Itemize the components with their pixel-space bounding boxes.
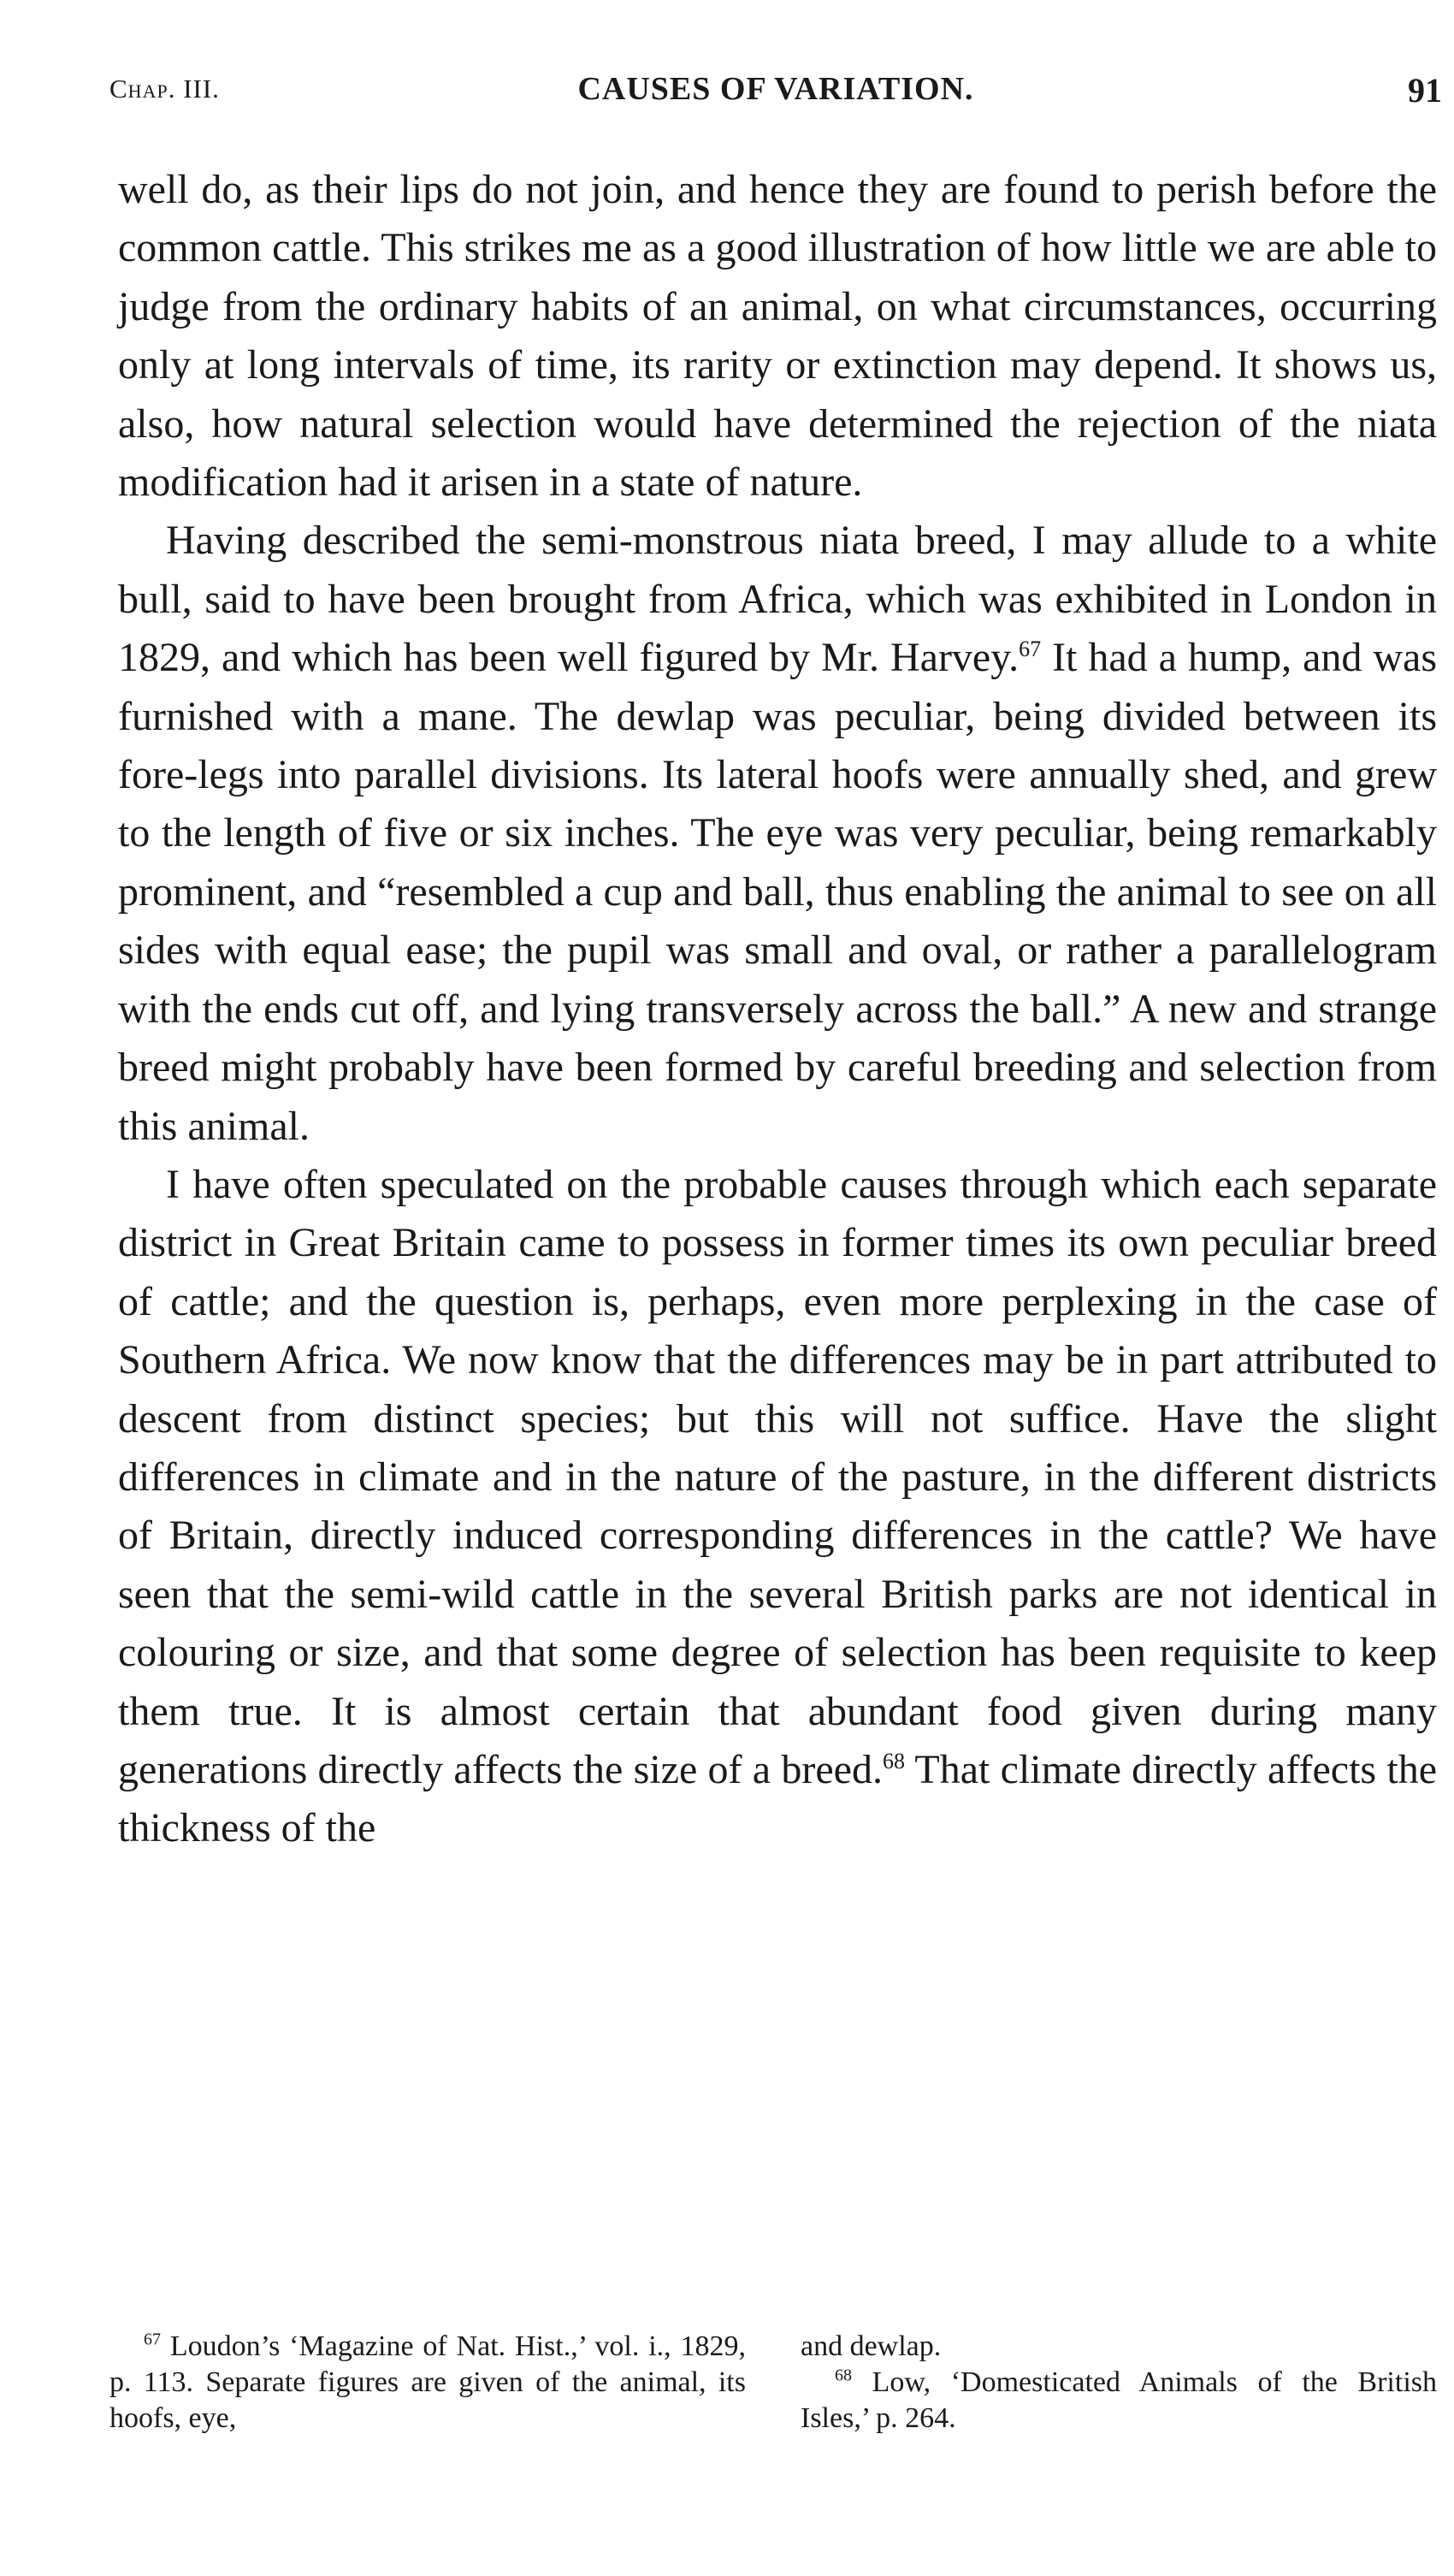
footnote-column-left (109, 2329, 746, 2437)
footnote-67 (109, 2329, 746, 2437)
paragraph-continued (118, 161, 1437, 512)
running-title: CAUSES OF VARIATION. (577, 71, 974, 107)
footnote-column-right (801, 2329, 1437, 2437)
paragraph-white-bull (118, 512, 1437, 1155)
footnote-ref-67: 67 (1019, 637, 1042, 662)
footnote-68-text: Low, ‘Domesticated Animals of the British Isles,’ p. 264. (801, 2366, 1437, 2434)
footnote-68 (801, 2365, 1437, 2437)
page-number: 91 (1408, 71, 1442, 110)
paragraph-causes (118, 1156, 1437, 1858)
paragraph-2-text-a: Having described the semi-monstrous niata breed, I may allude to a white bull, said to have been brought from Africa, which was exhibited in London in 1829, and which has been well figured by Mr. Harvey. (118, 518, 1437, 681)
footnote-67-continued: and dewlap. (801, 2330, 942, 2362)
paragraph-1-text: well do, as their lips do not join, and hence they are found to perish before the common cattle. This strikes me as a good illustration of how little we are able to judge from the ordinary habits of an animal, on what circumstances, occurring only at long intervals of time, its rarity or extinction may depend. It shows us, also, how natural selection would have determined the rejection of the niata modification had it arisen in a state of nature. (118, 167, 1437, 506)
main-text (118, 161, 1437, 1858)
footnote-67-text: Loudon’s ‘Magazine of Nat. Hist.,’ vol. i., 1829, p. 113. Separate figures are given of the animal, its hoofs, eye, (109, 2330, 746, 2434)
footnote-67-number: 67 (144, 2330, 161, 2349)
footnote-68-number: 68 (835, 2366, 852, 2385)
chapter-label: Chap. III. (109, 74, 220, 104)
paragraph-3-text-a: I have often speculated on the probable causes through which each separate district in Great Britain came to possess in former times its own peculiar breed of cattle; and the question is, perhaps, even more perplexing in the case of Southern Africa. We now know that the differences may be in part attributed to descent from distinct species; but this will not suffice. Have the slight differences in climate and in the nature of the pasture, in the different districts of Britain, directly induced corresponding differences in the cattle? We have seen that the semi-wild cattle in the several British parks are not identical in colouring or size, and that some degree of selection has been requisite to keep them true. It is almost certain that abundant food given during many generations directly affects the size of a breed. (118, 1161, 1437, 1792)
running-header (109, 70, 1442, 121)
footnotes (109, 2329, 1437, 2437)
paragraph-3-text-b: That climate directly affects the thickness of the (118, 1746, 1438, 1851)
footnote-ref-68: 68 (882, 1748, 905, 1774)
paragraph-2-text-b: It had a hump, and was furnished with a mane. The dewlap was peculiar, being divided between its fore-legs into parallel divisions. Its lateral hoofs were annually shed, and grew to the length of five or six inches. The eye was very peculiar, being remarkably prominent, and “resembled a cup and ball, thus enabling the animal to see on all sides with equal ease; the pupil was small and oval, or rather a parallelogram with the ends cut off, and lying transversely across the ball.” A new and strange breed might probably have been formed by careful breeding and selection from this animal. (118, 635, 1438, 1149)
